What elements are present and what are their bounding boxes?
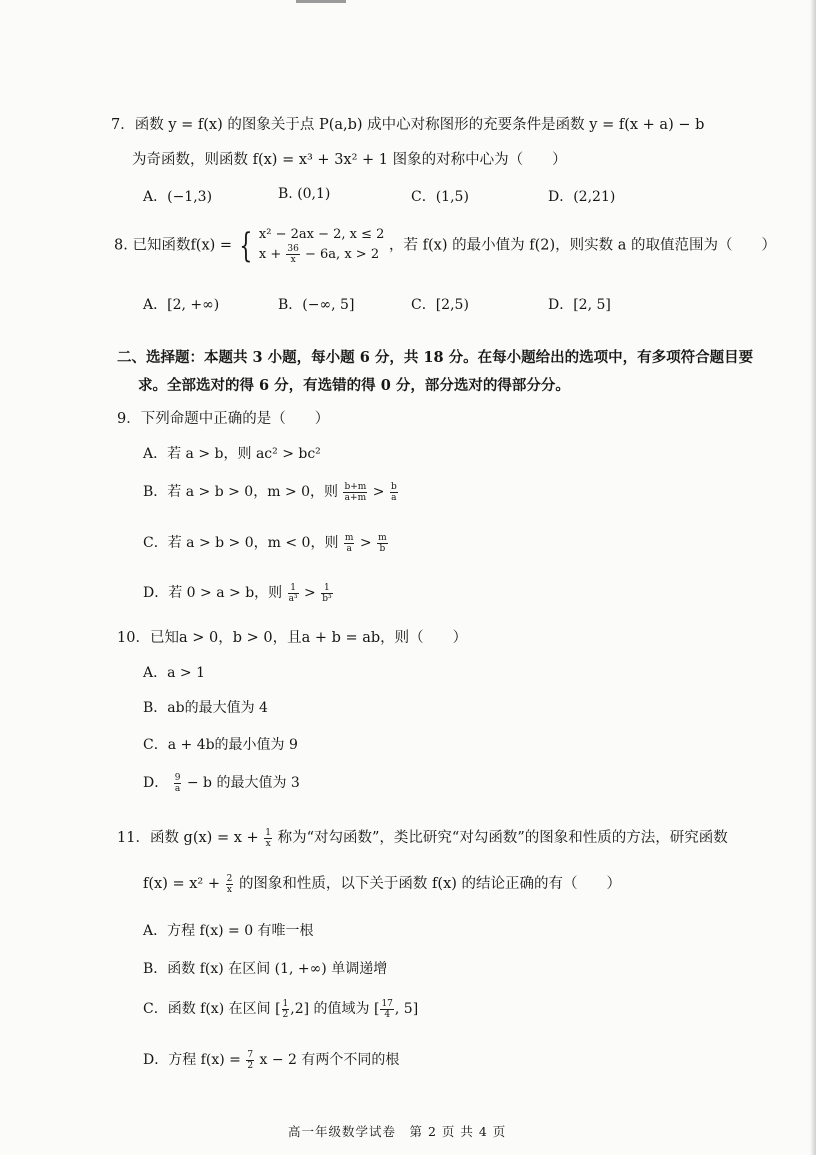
q8-option-c: C．[2,5) [411, 297, 469, 313]
denominator: 2 [282, 1009, 289, 1020]
q7-option-a: A．(−1,3) [143, 189, 213, 205]
denominator: x [226, 884, 232, 895]
q9-option-b [143, 481, 399, 503]
q7-option-b: B. (0,1) [278, 186, 331, 202]
numerator: 17 [381, 998, 393, 1009]
fraction [246, 1050, 254, 1071]
fraction [321, 583, 332, 604]
fraction [264, 828, 272, 849]
q11-line2 [143, 872, 621, 895]
q9-b-text: B．若 a > b > 0，m > 0，则 [143, 484, 339, 500]
q9-c-text: C．若 a > b > 0，m < 0，则 [143, 535, 339, 551]
numerator: 36 [287, 244, 299, 254]
q11-d-pre: D．方程 f(x) = [143, 1052, 241, 1068]
q9-option-c [143, 532, 389, 554]
q10-d-label: D． [143, 775, 169, 791]
fraction [226, 874, 234, 895]
gt-sign: > [304, 585, 316, 601]
numerator: b+m [344, 481, 367, 492]
q7-line2: 为奇函数，则函数 f(x) = x³ + 3x² + 1 图象的对称中心为（ ） [132, 152, 567, 168]
fraction [286, 244, 299, 265]
section-2-heading-line2: 求。全部选对的得 6 分，有选错的得 0 分，部分选对的得部分分。 [138, 377, 570, 394]
q8-piece-2 [259, 244, 385, 265]
q10-d-text: − b 的最大值为 3 [186, 775, 300, 791]
q10-option-b: B．ab的最大值为 4 [143, 700, 268, 716]
q11-c-post: , 5] [394, 1001, 419, 1017]
q8-stem [114, 226, 776, 265]
q7-option-d: D．(2,21) [548, 189, 616, 205]
fraction [343, 482, 367, 503]
q11-line1 [117, 826, 728, 849]
denominator: b [379, 543, 386, 554]
denominator: 4 [384, 1009, 391, 1020]
q8-piece-1: x² − 2ax − 2, x ≤ 2 [258, 227, 385, 242]
numerator: 7 [247, 1049, 254, 1060]
gt-sign: > [359, 535, 372, 551]
q10-stem: 10．已知a > 0，b > 0，且a + b = ab，则（ ） [117, 630, 468, 646]
q9-d-text: D．若 0 > a > b，则 [143, 585, 283, 601]
denominator: a [346, 543, 352, 554]
numerator: 1 [321, 583, 332, 594]
q8-piece-2b: − 6a, x > 2 [305, 247, 380, 262]
scan-top-mark [296, 0, 346, 3]
piecewise-brace: { [239, 225, 252, 266]
q11-c-mid: ,2] 的值域为 [ [290, 1001, 380, 1017]
numerator: m [378, 532, 387, 543]
fraction [390, 482, 398, 503]
q8-option-b: B．(−∞, 5] [278, 297, 355, 313]
denominator: b³ [322, 593, 332, 604]
q8-option-a: A．[2, +∞) [143, 297, 220, 313]
numerator: 1 [282, 998, 289, 1009]
q8-piecewise [259, 226, 385, 265]
q10-option-c: C．a + 4b的最小值为 9 [143, 737, 298, 753]
fraction [344, 533, 355, 554]
q7-option-c: C．(1,5) [411, 189, 469, 205]
q8-option-d: D．[2, 5] [548, 297, 611, 313]
q9-option-d [143, 582, 334, 604]
q8-suffix: ，若 f(x) 的最小值为 f(2)，则实数 a 的取值范围为（ ） [389, 237, 776, 254]
q10-option-d [143, 772, 300, 794]
q7-line1: 7．函数 y = f(x) 的图象关于点 P(a,b) 成中心对称图形的充要条件是函数 y = f(x + a) − b [111, 117, 705, 133]
q11-l2-post: 的图象和性质，以下关于函数 f(x) 的结论正确的有（ ） [238, 876, 622, 892]
denominator: 2 [247, 1060, 254, 1071]
q8-prefix: 8. 已知函数f(x) = [114, 237, 233, 254]
denominator: a [174, 783, 181, 794]
fraction [174, 773, 182, 794]
q9-option-a: A．若 a > b，则 ac² > bc² [143, 446, 321, 462]
q10-option-a: A．a > 1 [143, 665, 205, 681]
q11-option-c [143, 998, 418, 1020]
numerator: b [390, 481, 397, 492]
q11-d-post: x − 2 有两个不同的根 [259, 1052, 400, 1068]
denominator: a+m [344, 492, 367, 503]
q11-l2-pre: f(x) = x² + [143, 876, 220, 892]
fraction [288, 583, 299, 604]
denominator: x [290, 255, 296, 265]
denominator: x [265, 838, 271, 849]
denominator: a [391, 492, 397, 503]
fraction [377, 533, 388, 554]
section-2-heading-line1: 二、选择题：本题共 3 小题，每小题 6 分，共 18 分。在每小题给出的选项中，有多项符合题目要 [117, 349, 754, 366]
fraction [380, 999, 393, 1020]
scan-edge [810, 0, 816, 1155]
gt-sign: > [372, 484, 385, 500]
numerator: 2 [226, 873, 233, 884]
fraction [282, 999, 290, 1020]
q11-option-b: B．函数 f(x) 在区间 (1, +∞) 单调递增 [143, 961, 388, 977]
q11-c-pre: C．函数 f(x) 在区间 [ [143, 1001, 281, 1017]
q9-stem: 9．下列命题中正确的是（ ） [117, 411, 330, 427]
q11-l1-pre: 11．函数 g(x) = x + [117, 830, 259, 846]
q11-l1-post: 称为“对勾函数”，类比研究“对勾函数”的图象和性质的方法，研究函数 [277, 830, 728, 846]
q8-piece-2a: x + [258, 247, 282, 262]
page-footer: 高一年级数学试卷 第 2 页 共 4 页 [288, 1124, 507, 1139]
denominator: a³ [288, 593, 298, 604]
numerator: 9 [174, 772, 181, 783]
numerator: 1 [288, 583, 299, 594]
q11-option-d [143, 1049, 399, 1071]
numerator: m [344, 532, 354, 543]
q11-option-a: A．方程 f(x) = 0 有唯一根 [143, 923, 314, 939]
numerator: 1 [265, 827, 271, 838]
